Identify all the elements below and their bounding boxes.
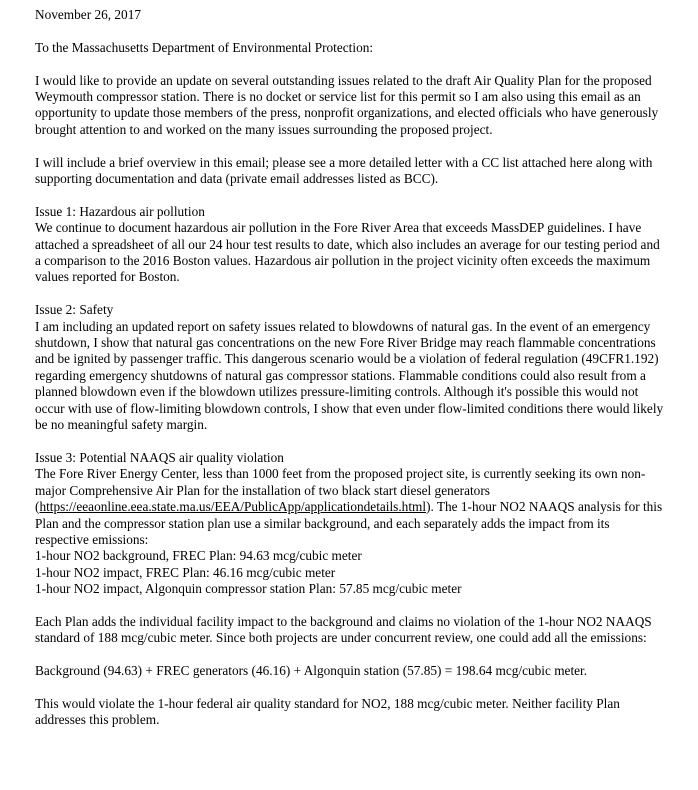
issue-3-body-end: ). The 1-hour NO2 NAAQS analysis for this Plan and the compressor station plan use a similar background, and each separately adds the impact from its respective emissions: xyxy=(35,499,663,547)
issue-1-heading: Issue 1: Hazardous air pollution xyxy=(35,203,205,219)
issue-2-body: I am including an updated report on safety issues related to blowdowns of natural gas. In the event of an emergency shutdown, I show that natural gas concentrations on the new Fore River Bridge may reach flammable concentrations and be ignited by passenger traffic. This dangerous scenario would be a violation of federal regulation (49CFR1.192) regarding emergency shutdowns of natural gas compressor stations. Flammable conditions could also result from a planned blowdown even if the blowdown utilizes pressure-limiting controls. Although it's possible this would not occur with use of flow-limiting blowdown controls, I show that even under flow-limited conditions there would likely be no meaningful safety margin. xyxy=(35,318,664,433)
issue-3 xyxy=(35,450,664,598)
conclusion-paragraph: This would violate the 1-hour federal air quality standard for NO2, 188 mcg/cubic meter. Neither facility Plan addresses this problem. xyxy=(35,695,620,728)
issue-2 xyxy=(35,302,664,433)
emissions-sum: Background (94.63) + FREC generators (46.16) + Algonquin station (57.85) = 198.64 mcg/cubic meter. xyxy=(35,663,588,679)
salutation: To the Massachusetts Department of Environmental Protection: xyxy=(35,39,374,55)
issue-2-heading: Issue 2: Safety xyxy=(35,302,114,318)
issue-1-body: We continue to document hazardous air pollution in the Fore River Area that exceeds MassDEP guidelines. I have attached a spreadsheet of all our 24 hour test results to date, which also includes an average for our testing period and a comparison to the 2016 Boston values. Hazardous air pollution in the project vicinity often exceeds the maximum values reported for Boston. xyxy=(35,220,660,285)
letter-date: November 26, 2017 xyxy=(35,7,141,22)
issue-1 xyxy=(35,204,664,286)
overview-paragraph: I will include a brief overview in this email; please see a more detailed letter with a CC list attached here along with supporting documentation and data (private email addresses listed as BCC). xyxy=(35,154,653,187)
each-plan-paragraph: Each Plan adds the individual facility impact to the background and claims no violation of the 1-hour NO2 NAAQS standard of 188 mcg/cubic meter. Since both projects are under concurrent review, one could add all the emissions: xyxy=(35,613,652,646)
intro-paragraph: I would like to provide an update on several outstanding issues related to the draft Air Quality Plan for the proposed Weymouth compressor station. There is no docket or service list for this permit so I am also using this email as an opportunity to update those members of the press, nonprofit organizations, and elected officials who have generously brought attention to and worked on the many issues surrounding the proposed project. xyxy=(35,72,659,137)
issue-3-body-start: The Fore River Energy Center, less than 1000 feet from the proposed project site, is currently seeking its own non-major Comprehensive Air Plan for the installation of two black start diesel generators ( xyxy=(35,466,646,515)
value-line: 1-hour NO2 impact, FREC Plan: 46.16 mcg/cubic meter xyxy=(35,564,336,580)
issue-3-heading: Issue 3: Potential NAAQS air quality violation xyxy=(35,449,284,465)
value-line: 1-hour NO2 background, FREC Plan: 94.63 mcg/cubic meter xyxy=(35,548,362,564)
value-line: 1-hour NO2 impact, Algonquin compressor station Plan: 57.85 mcg/cubic meter xyxy=(35,581,462,597)
application-details-link[interactable]: https://eeaonline.eea.state.ma.us/EEA/PublicApp/applicationdetails.html xyxy=(39,499,427,515)
